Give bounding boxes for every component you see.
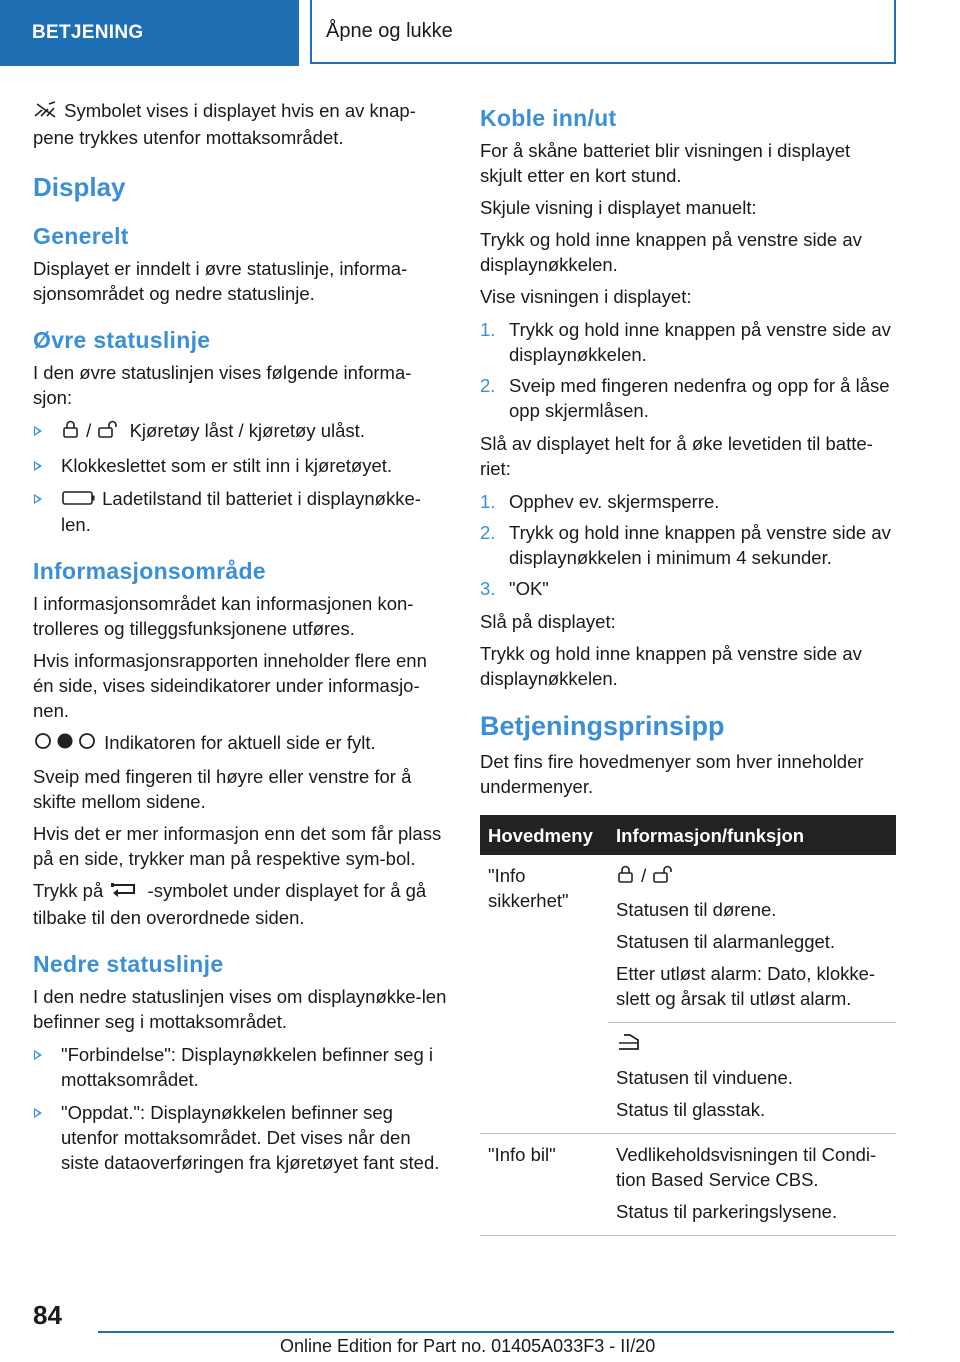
paragraph-info-5: Hvis det er mer informasjon enn det som får plass på en side, trykker man på respektive sym-bol.	[33, 823, 442, 870]
page-number: 84	[33, 1300, 62, 1330]
paragraph-koble-2: Skjule visning i displayet manuelt:	[480, 197, 757, 218]
section-tab	[0, 0, 299, 66]
intro-paragraph: Symbolet vises i displayet hvis en av knap-pene trykkes utenfor mottaksområdet.	[33, 100, 416, 148]
chapter-title-box	[310, 0, 896, 64]
step-item: 3. "OK"	[480, 578, 549, 599]
paragraph-koble-4: Vise visningen i displayet:	[480, 286, 692, 307]
footer-edition: Online Edition for Part no. 01405A033F3 - II/20	[280, 1336, 656, 1356]
heading-ovre-statuslinje: Øvre statuslinje	[33, 326, 211, 353]
list-item: "Oppdat.": Displaynøkkelen befinner seg utenfor mottaksområdet. Det vises når den siste dataoverføringen fra kjøretøyet fant sted.	[33, 1100, 448, 1175]
paragraph-generelt: Displayet er inndelt i øvre statuslinje, informa-sjonsområdet og nedre statuslinje.	[33, 257, 408, 304]
heading-display: Display	[33, 171, 126, 202]
paragraph-info-3: Indikatoren for aktuell side er fylt.	[33, 730, 448, 757]
chapter-title: Åpne og lukke	[326, 19, 453, 42]
list-item: "Forbindelse": Displaynøkkelen befinner seg i mottaksområdet.	[33, 1042, 448, 1092]
step-item: 1. Opphev ev. skjermsperre.	[480, 491, 720, 512]
heading-betjeningsprinsipp: Betjeningsprinsipp	[480, 711, 725, 741]
table-cell-info: / Statusen til dørene. Statusen til alarmanlegget. Etter utløst alarm: Dato, klokke-slett og årsak til utløst alarm.	[608, 855, 896, 1023]
lock-open-icon	[651, 864, 679, 890]
paragraph-koble-6: Slå på displayet:	[480, 611, 616, 632]
paragraph-info-1: I informasjonsområdet kan informasjonen kon-trolleres og tilleggsfunksjonene utføres.	[33, 593, 414, 640]
paragraph-koble-7: Trykk og hold inne knappen på venstre side av displaynøkkelen.	[480, 643, 862, 689]
paragraph-info-4: Sveip med fingeren til høyre eller venstre for å skifte mellom sidene.	[33, 766, 412, 813]
footer-divider	[98, 1331, 894, 1333]
paragraph-info-6: Trykk på -symbolet under displayet for å gå tilbake til den overordnede siden.	[33, 880, 427, 929]
table-cell-menu: "Info bil"	[480, 1134, 608, 1236]
list-item: Klokkeslettet som er stilt inn i kjøretøyet.	[33, 453, 448, 478]
left-column	[33, 98, 448, 1183]
bullet-triangle-icon	[34, 494, 42, 504]
column-header-hovedmeny: Hovedmeny	[480, 815, 608, 855]
paragraph-koble-5: Slå av displayet helt for å øke levetiden til batte-riet:	[480, 433, 873, 479]
paragraph-betj: Det fins fire hovedmenyer som hver inneholder undermenyer.	[480, 751, 864, 797]
lock-closed-icon	[61, 419, 81, 445]
bullet-triangle-icon	[34, 426, 42, 436]
table-cell-info: Statusen til vinduene. Status til glasstak.	[608, 1023, 896, 1134]
ovre-list	[33, 418, 448, 538]
no-signal-icon	[33, 100, 59, 125]
heading-koble-inn-ut: Koble inn/ut	[480, 105, 617, 131]
list-item: Ladetilstand til batteriet i displaynøkke-len.	[33, 486, 448, 538]
nedre-list	[33, 1042, 448, 1175]
paragraph-nedre: I den nedre statuslinjen vises om displaynøkke-len befinner seg i mottaksområdet.	[33, 986, 447, 1033]
table-row	[480, 855, 896, 1023]
bullet-triangle-icon	[34, 1050, 42, 1060]
lock-closed-icon	[616, 864, 636, 890]
heading-informasjonsomrade: Informasjonsområde	[33, 558, 266, 585]
steps-show-display	[480, 317, 896, 423]
step-item: 2. Trykk og hold inne knappen på venstre side av displaynøkkelen i minimum 4 sekunder.	[480, 522, 891, 568]
page-indicator-icon	[33, 731, 99, 757]
right-column	[480, 98, 896, 1236]
paragraph-koble-3: Trykk og hold inne knappen på venstre side av displaynøkkelen.	[480, 229, 862, 275]
menu-table	[480, 815, 896, 1236]
column-header-informasjon: Informasjon/funksjon	[608, 815, 896, 855]
paragraph-info-2: Hvis informasjonsrapporten inneholder flere enn én side, vises sideindikatorer under informasjo-nen.	[33, 650, 427, 722]
step-item: 2. Sveip med fingeren nedenfra og opp for å låse opp skjermlåsen.	[480, 375, 890, 421]
window-icon	[616, 1032, 642, 1058]
table-row	[480, 1134, 896, 1236]
heading-generelt: Generelt	[33, 222, 129, 249]
paragraph-ovre: I den øvre statuslinjen vises følgende informa-sjon:	[33, 361, 412, 408]
back-arrow-icon	[108, 880, 142, 905]
lock-open-icon	[96, 419, 124, 445]
step-item: 1. Trykk og hold inne knappen på venstre side av displaynøkkelen.	[480, 319, 891, 365]
table-cell-menu: "Info sikkerhet"	[480, 855, 608, 1134]
bullet-triangle-icon	[34, 461, 42, 471]
bullet-triangle-icon	[34, 1108, 42, 1118]
battery-icon	[61, 487, 97, 512]
table-header-row	[480, 815, 896, 855]
section-label: BETJENING	[32, 22, 144, 43]
paragraph-koble-1: For å skåne batteriet blir visningen i displayet skjult etter en kort stund.	[480, 140, 851, 186]
heading-nedre-statuslinje: Nedre statuslinje	[33, 951, 224, 978]
steps-turn-off	[480, 489, 896, 601]
table-cell-info: Vedlikeholdsvisningen til Condi-tion Based Service CBS. Status til parkeringslysene.	[608, 1134, 896, 1236]
list-item: / Kjøretøy låst / kjøretøy ulåst.	[33, 418, 448, 445]
